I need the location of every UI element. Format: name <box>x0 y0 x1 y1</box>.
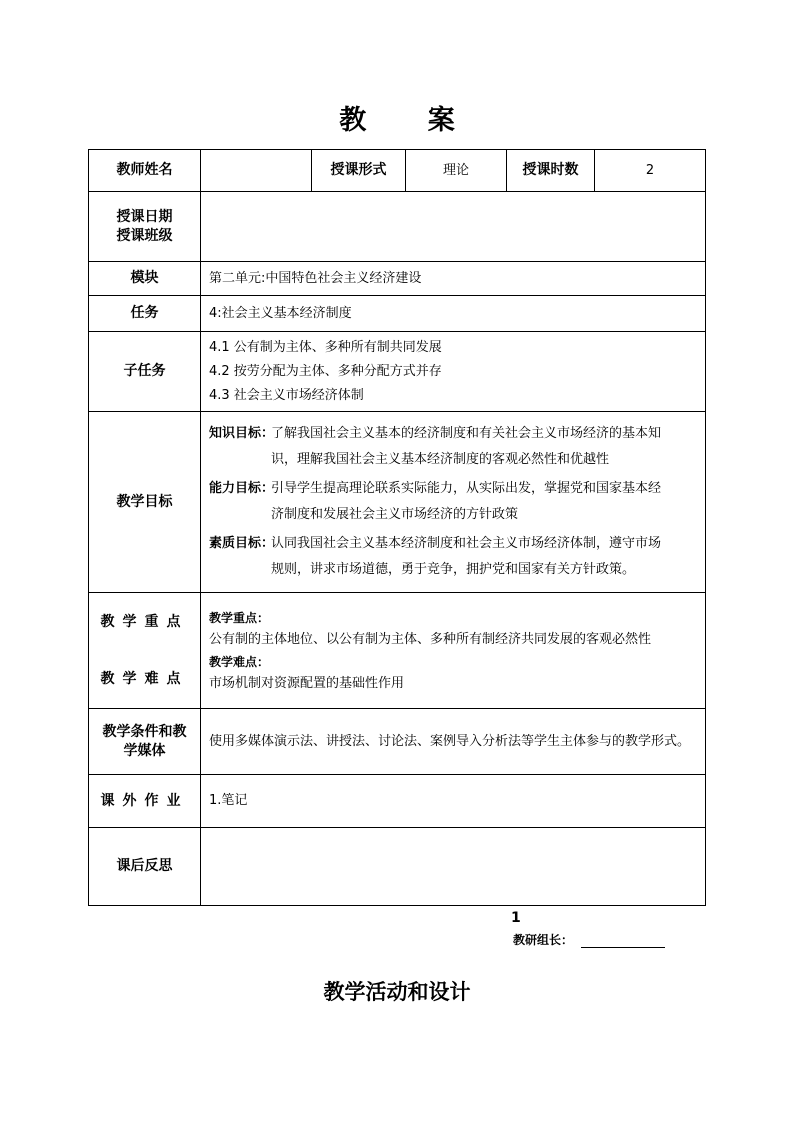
row-reflection <box>89 828 706 906</box>
homework-value: 1.笔记 <box>201 775 706 828</box>
quality-objective <box>209 531 697 583</box>
ability-objective-key: 能力目标： <box>209 481 275 496</box>
teaching-difficulty-label: 教学难点 <box>100 670 189 687</box>
row-key-points <box>89 593 706 709</box>
lesson-plan-table <box>88 149 706 906</box>
module-value: 第二单元:中国特色社会主义经济建设 <box>201 262 706 296</box>
task-value: 4:社会主义基本经济制度 <box>201 296 706 332</box>
date-class-value <box>201 192 706 262</box>
subtask-item: 4.1 公有制为主体、多种所有制共同发展 <box>209 339 442 355</box>
row-subtask <box>89 332 706 412</box>
reviewer-signature <box>513 931 665 948</box>
row-task <box>89 296 706 332</box>
knowledge-objective-text: 识，理解我国社会主义基本经济制度的客观必然性和优越性 <box>271 452 610 467</box>
teaching-form-label: 授课形式 <box>312 150 406 192</box>
key-points-content <box>201 593 706 709</box>
row-basic-info <box>89 150 706 192</box>
row-module <box>89 262 706 296</box>
teaching-class-label: 授课班级 <box>116 227 173 244</box>
quality-objective-text: 规则，讲求市场道德，勇于竞争，拥护党和国家有关方针政策。 <box>271 562 636 577</box>
quality-objective-text: 认同我国社会主义基本经济制度和社会主义市场经济体制，遵守市场 <box>271 536 662 551</box>
difficulty-heading: 教学难点： <box>209 654 270 669</box>
subtask-item: 4.3 社会主义市场经济体制 <box>209 387 364 403</box>
ability-objective <box>209 476 697 528</box>
key-points-label <box>89 593 201 709</box>
conditions-value: 使用多媒体演示法、讲授法、讨论法、案例导入分析法等学生主体参与的教学形式。 <box>201 709 706 775</box>
knowledge-objective-text: 了解我国社会主义基本的经济制度和有关社会主义市场经济的基本知 <box>271 426 662 441</box>
conditions-label-line: 学媒体 <box>123 742 166 759</box>
teaching-date-label: 授课日期 <box>116 208 173 225</box>
task-label: 任务 <box>89 296 201 332</box>
row-homework <box>89 775 706 828</box>
focus-text: 公有制的主体地位、以公有制为主体、多种所有制经济共同发展的客观必然性 <box>209 631 652 647</box>
objectives-label: 教学目标 <box>89 412 201 593</box>
section-title: 教学活动和设计 <box>323 980 471 1004</box>
row-objectives <box>89 412 706 593</box>
reviewer-label: 教研组长： <box>513 933 574 947</box>
module-label: 模块 <box>89 262 201 296</box>
reflection-value <box>201 828 706 906</box>
homework-label: 课外作业 <box>89 775 201 828</box>
teaching-hours-label: 授课时数 <box>507 150 595 192</box>
reflection-label: 课后反思 <box>89 828 201 906</box>
signature-line <box>581 935 665 948</box>
teacher-name-value <box>201 150 312 192</box>
conditions-label <box>89 709 201 775</box>
teacher-name-label: 教师姓名 <box>89 150 201 192</box>
subtask-label: 子任务 <box>89 332 201 412</box>
quality-objective-key: 素质目标： <box>209 536 275 551</box>
document-title: 教 案 <box>339 105 481 136</box>
teaching-focus-label: 教学重点 <box>100 613 189 630</box>
ability-objective-text: 引导学生提高理论联系实际能力，从实际出发，掌握党和国家基本经 <box>271 481 662 496</box>
objectives-content <box>201 412 706 593</box>
subtask-item: 4.2 按劳分配为主体、多种分配方式并存 <box>209 363 442 379</box>
row-date-class <box>89 192 706 262</box>
teaching-form-value: 理论 <box>406 150 507 192</box>
knowledge-objective-key: 知识目标： <box>209 426 275 441</box>
date-class-label <box>89 192 201 262</box>
focus-heading: 教学重点： <box>209 610 270 625</box>
conditions-label-line: 教学条件和教 <box>102 723 187 740</box>
ability-objective-text: 济制度和发展社会主义市场经济的方针政策 <box>271 507 519 522</box>
difficulty-text: 市场机制对资源配置的基础性作用 <box>209 675 405 691</box>
teaching-hours-value: 2 <box>595 150 706 192</box>
subtask-list <box>201 332 706 412</box>
row-conditions <box>89 709 706 775</box>
knowledge-objective <box>209 421 697 473</box>
page-number: 1 <box>511 910 521 926</box>
